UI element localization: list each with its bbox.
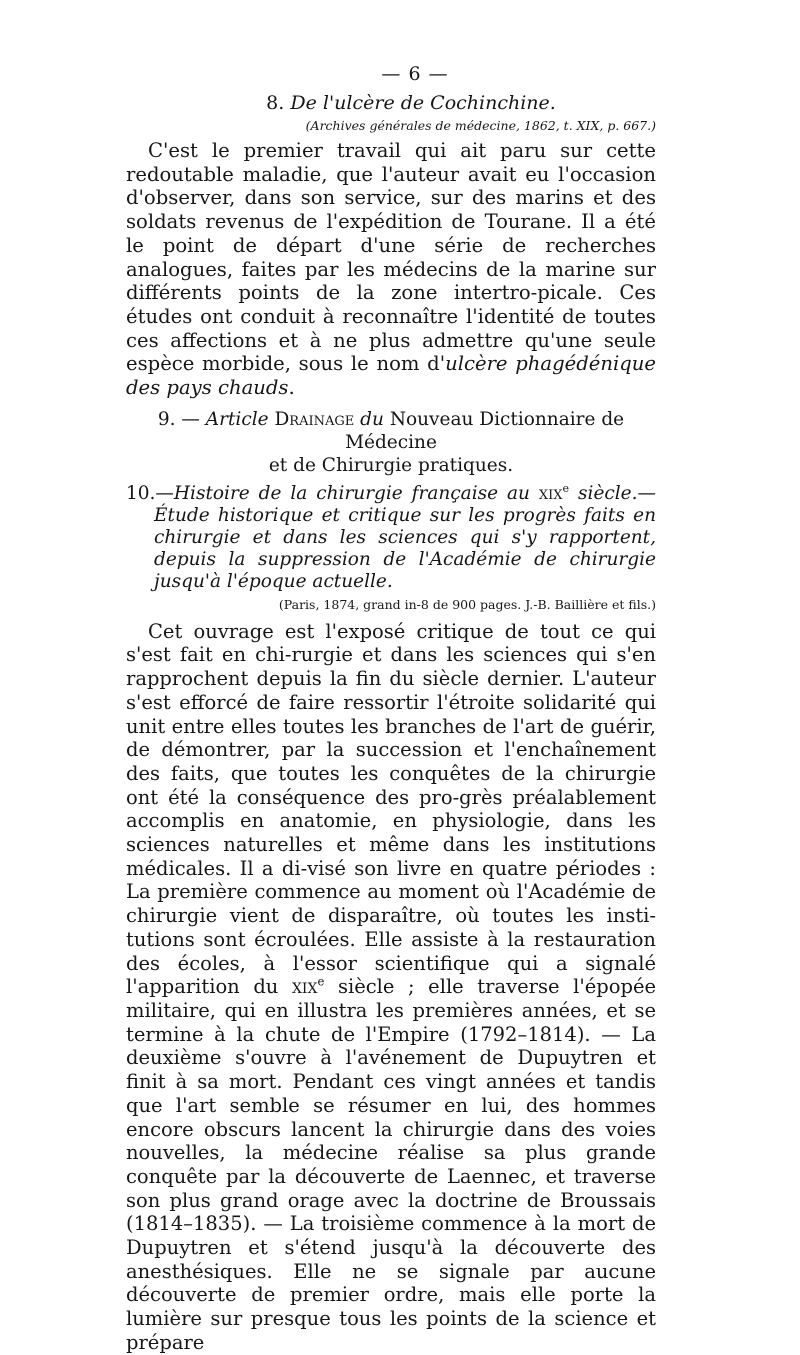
entry-9-du: du [360, 408, 384, 430]
entry-10-publication: (Paris, 1874, grand in-8 de 900 pages. J.-B. Baillière et fils.) [278, 596, 656, 612]
entry-8-body [126, 139, 656, 400]
entry-10-title-part2: siècle.—Étude historique et critique sur les progrès faits en chirurgie et dans les sciences qui s'y rapportent, depuis la suppression de l'Académie de chirurgie jusqu'à l'époque actuelle. [154, 482, 657, 592]
entry-10-body-century-sup: e [317, 974, 325, 989]
entry-9-article: Article [205, 408, 269, 430]
entry-10-century-sup: e [562, 481, 570, 495]
entry-9-rest-line2: et de Chirurgie pratiques. [268, 454, 514, 476]
entry-8-body-text: C'est le premier travail qui ait paru sur cette redoutable maladie, que l'auteur avait eu l'occasion d'observer, dans son service, sur des marins et des soldats revenus de l'expédition de Tourane. Il a été le point de départ d'une série de recherches analogues, faites par les médecins de la marine sur différents points de la zone intertro-picale. Ces études ont conduit à reconnaître l'identité de toutes ces affections et à ne plus admettre qu'une seule espèce morbide, sous le nom d' [126, 139, 656, 376]
entry-10-century: xix [538, 482, 563, 504]
entry-8-title: De l'ulcère de Cochinchine. [290, 92, 556, 114]
page-number: — 6 — [381, 63, 449, 85]
entry-10-body-century: xix [291, 975, 318, 999]
entry-8-body-end: . [288, 376, 295, 400]
entry-10-title-part1: —Histoire de la chirurgie française au [155, 482, 530, 504]
text-column [126, 92, 656, 1355]
entry-8-heading [126, 92, 656, 114]
entry-10-title-block [126, 483, 656, 593]
entry-10-body-part2: siècle ; elle traverse l'épopée militaire, qui en illustra les premières années, et se termine à la chute de l'Empire (1792–1814). — La deuxième s'ouvre à l'avénement de Dupuytren et finit à sa mort. Pendant ces vingt années et tandis que l'art semble se résumer en lui, des hommes encore obscurs lancent la chirurgie dans des voies nouvelles, la médecine réalise sa plus grande conquête par la découverte de Laennec, et traverse son plus grand orage avec la doctrine de Broussais (1814–1835). — La troisième commence à la mort de Dupuytren et s'étend jusqu'à la découverte des anesthésiques. Elle ne se signale par aucune découverte de premier ordre, mais elle porte la lumière sur presque tous les points de la science et prépare [126, 975, 657, 1354]
entry-10-body-part1: Cet ouvrage est l'exposé critique de tout ce qui s'est fait en chi-rurgie et dans les sciences qui s'en rapprochent depuis la fin du siècle dernier. L'auteur s'est efforcé de faire ressortir l'étroite solidarité qui unit entre elles toutes les branches de l'art de guérir, de démontrer, par la succession et l'enchaînement des faits, que toutes les conquêtes de la chirurgie ont été la conséquence des pro-grès préalablement accomplis en anatomie, en physiologie, dans les sciences naturelles et même dans les institutions médicales. Il a di-visé son livre en quatre périodes : La première commence au moment où l'Académie de chirurgie vient de disparaître, où toutes les insti-tutions sont écroulées. Elle assiste à la restauration des écoles, à l'essor scientifique qui a signalé l'apparition du [126, 619, 656, 999]
entry-9 [126, 408, 656, 477]
entry-8-body-italic: ulcère phagédénique des pays chauds [126, 352, 656, 400]
entry-10-body [126, 620, 656, 1355]
entry-10-number: 10. [126, 482, 156, 504]
entry-9-rest-line1: Nouveau Dictionnaire de Médecine [345, 408, 625, 453]
entry-8-citation [126, 118, 656, 133]
entry-9-term: Drainage [274, 408, 355, 430]
entry-8-citation-text: (Archives générales de médecine, 1862, t. XIX, p. 667.) [305, 118, 656, 133]
entry-9-dash: — [181, 408, 200, 430]
entry-8-number: 8. [266, 92, 285, 114]
entry-9-number: 9. [157, 408, 176, 430]
